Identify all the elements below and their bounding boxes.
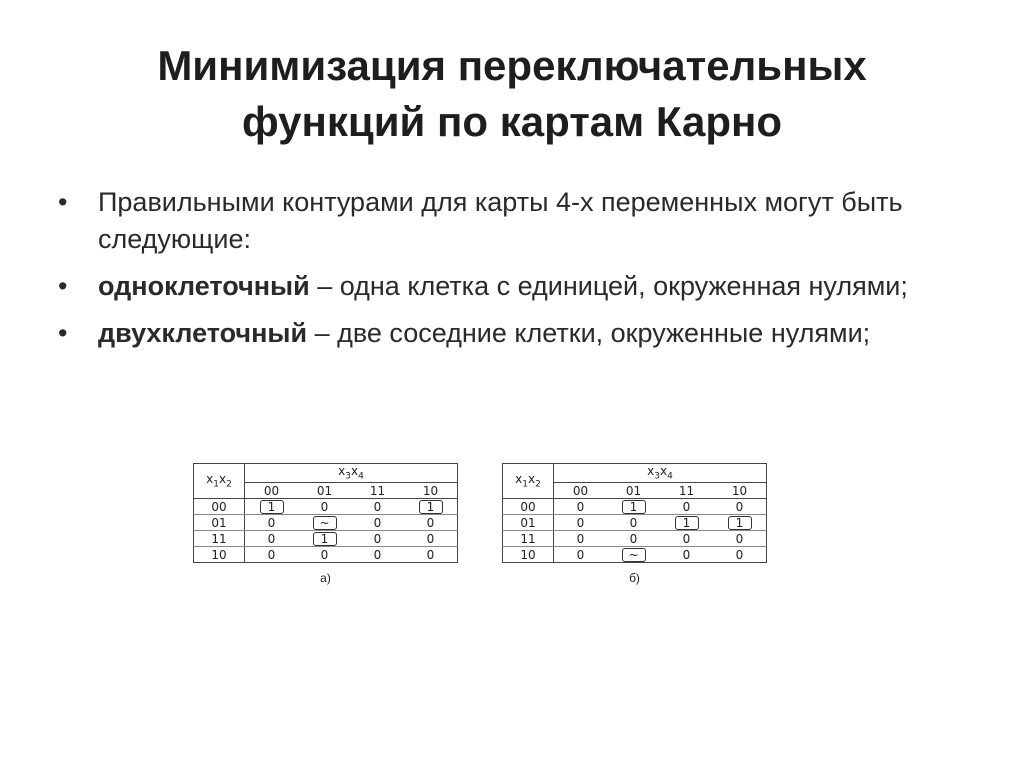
bullet-item — [58, 184, 978, 258]
kmap-cell: 0 — [660, 531, 713, 547]
kmap-cell: 0 — [713, 547, 767, 563]
kmap-cell — [607, 547, 660, 563]
kmap-cell: 0 — [713, 499, 767, 515]
kmap-row-header: 11 — [194, 531, 245, 547]
kmap-cell: 0 — [404, 547, 458, 563]
kmap-caption: а) — [320, 571, 331, 585]
kmap-cell — [607, 499, 660, 515]
kmap-cell: 0 — [245, 547, 299, 563]
kmap-row-header: 01 — [194, 515, 245, 531]
bullet-item — [58, 268, 978, 305]
bullet-list — [58, 184, 978, 362]
bullet-dot-icon: • — [58, 318, 68, 348]
kmap-column-header: 10 — [713, 483, 767, 499]
kmap-cell: 0 — [554, 499, 608, 515]
kmap-cell: 0 — [660, 547, 713, 563]
bullet-text: – одна клетка с единицей, окруженная нулями; — [309, 271, 908, 301]
kmap-column-header: 00 — [554, 483, 608, 499]
kmap-row-header: 00 — [194, 499, 245, 515]
kmap-column-header: 11 — [351, 483, 404, 499]
bullet-term: двухклеточный — [98, 318, 308, 348]
kmap-table — [193, 463, 458, 563]
bullet-dot-icon: • — [58, 187, 68, 217]
kmap-column-header: 10 — [404, 483, 458, 499]
kmap-cell: 0 — [351, 531, 404, 547]
title-line-1: Минимизация переключательных — [157, 42, 867, 89]
kmap-contour: 1 — [675, 516, 699, 530]
kmap-cell — [713, 515, 767, 531]
kmap-cell: 0 — [298, 499, 351, 515]
kmap-cell: 0 — [404, 531, 458, 547]
kmap-cell: 0 — [660, 499, 713, 515]
kmap-contour: ~ — [622, 548, 646, 562]
kmap-cell: 0 — [351, 499, 404, 515]
bullet-item — [58, 315, 978, 352]
kmap-cell: 0 — [245, 531, 299, 547]
kmap-cell: 0 — [607, 515, 660, 531]
kmap-column-header: 01 — [607, 483, 660, 499]
kmap-row-header: 10 — [194, 547, 245, 563]
kmap-column-variable: $x_3x_4$ — [554, 464, 767, 483]
kmap-cell — [404, 499, 458, 515]
kmap-row-header: 01 — [503, 515, 554, 531]
kmap-table — [502, 463, 767, 563]
kmap-row-header: 11 — [503, 531, 554, 547]
kmap-contour: 1 — [622, 500, 646, 514]
kmap-cell: 0 — [351, 547, 404, 563]
kmap-cell: 0 — [607, 531, 660, 547]
kmap-contour: 1 — [260, 500, 284, 514]
kmap-contour: 1 — [419, 500, 443, 514]
bullet-text: – две соседние клетки, окруженные нулями; — [307, 318, 871, 348]
slide-title — [40, 38, 984, 150]
kmap-column-header: 00 — [245, 483, 299, 499]
kmap-column-header: 01 — [298, 483, 351, 499]
kmap-cell — [298, 515, 351, 531]
kmap-contour: 1 — [728, 516, 752, 530]
kmap-contour: 1 — [313, 532, 337, 546]
kmap-cell: 0 — [298, 547, 351, 563]
kmap-cell: 0 — [554, 515, 608, 531]
kmap-caption: б) — [629, 571, 640, 585]
kmap-cell: 0 — [713, 531, 767, 547]
karnaugh-map-b — [502, 463, 767, 585]
bullet-text: Правильными контурами для карты 4-х переменных могут быть следующие: — [98, 187, 903, 254]
kmap-cell — [298, 531, 351, 547]
kmap-row-variable: $x_1x_2$ — [503, 464, 554, 499]
kmap-cell: 0 — [404, 515, 458, 531]
bullet-dot-icon: • — [58, 271, 68, 301]
kmap-column-header: 11 — [660, 483, 713, 499]
kmap-row-header: 10 — [503, 547, 554, 563]
kmap-row-header: 00 — [503, 499, 554, 515]
kmap-row-variable: $x_1x_2$ — [194, 464, 245, 499]
kmap-cell: 0 — [554, 531, 608, 547]
karnaugh-map-a — [193, 463, 458, 585]
kmap-cell — [245, 499, 299, 515]
kmap-column-variable: $x_3x_4$ — [245, 464, 458, 483]
kmap-contour: ~ — [313, 516, 337, 530]
bullet-term: одноклеточный — [98, 271, 310, 301]
kmap-cell: 0 — [554, 547, 608, 563]
kmap-cell: 0 — [351, 515, 404, 531]
kmap-cell: 0 — [245, 515, 299, 531]
title-line-2: функций по картам Карно — [241, 98, 783, 145]
kmap-cell — [660, 515, 713, 531]
